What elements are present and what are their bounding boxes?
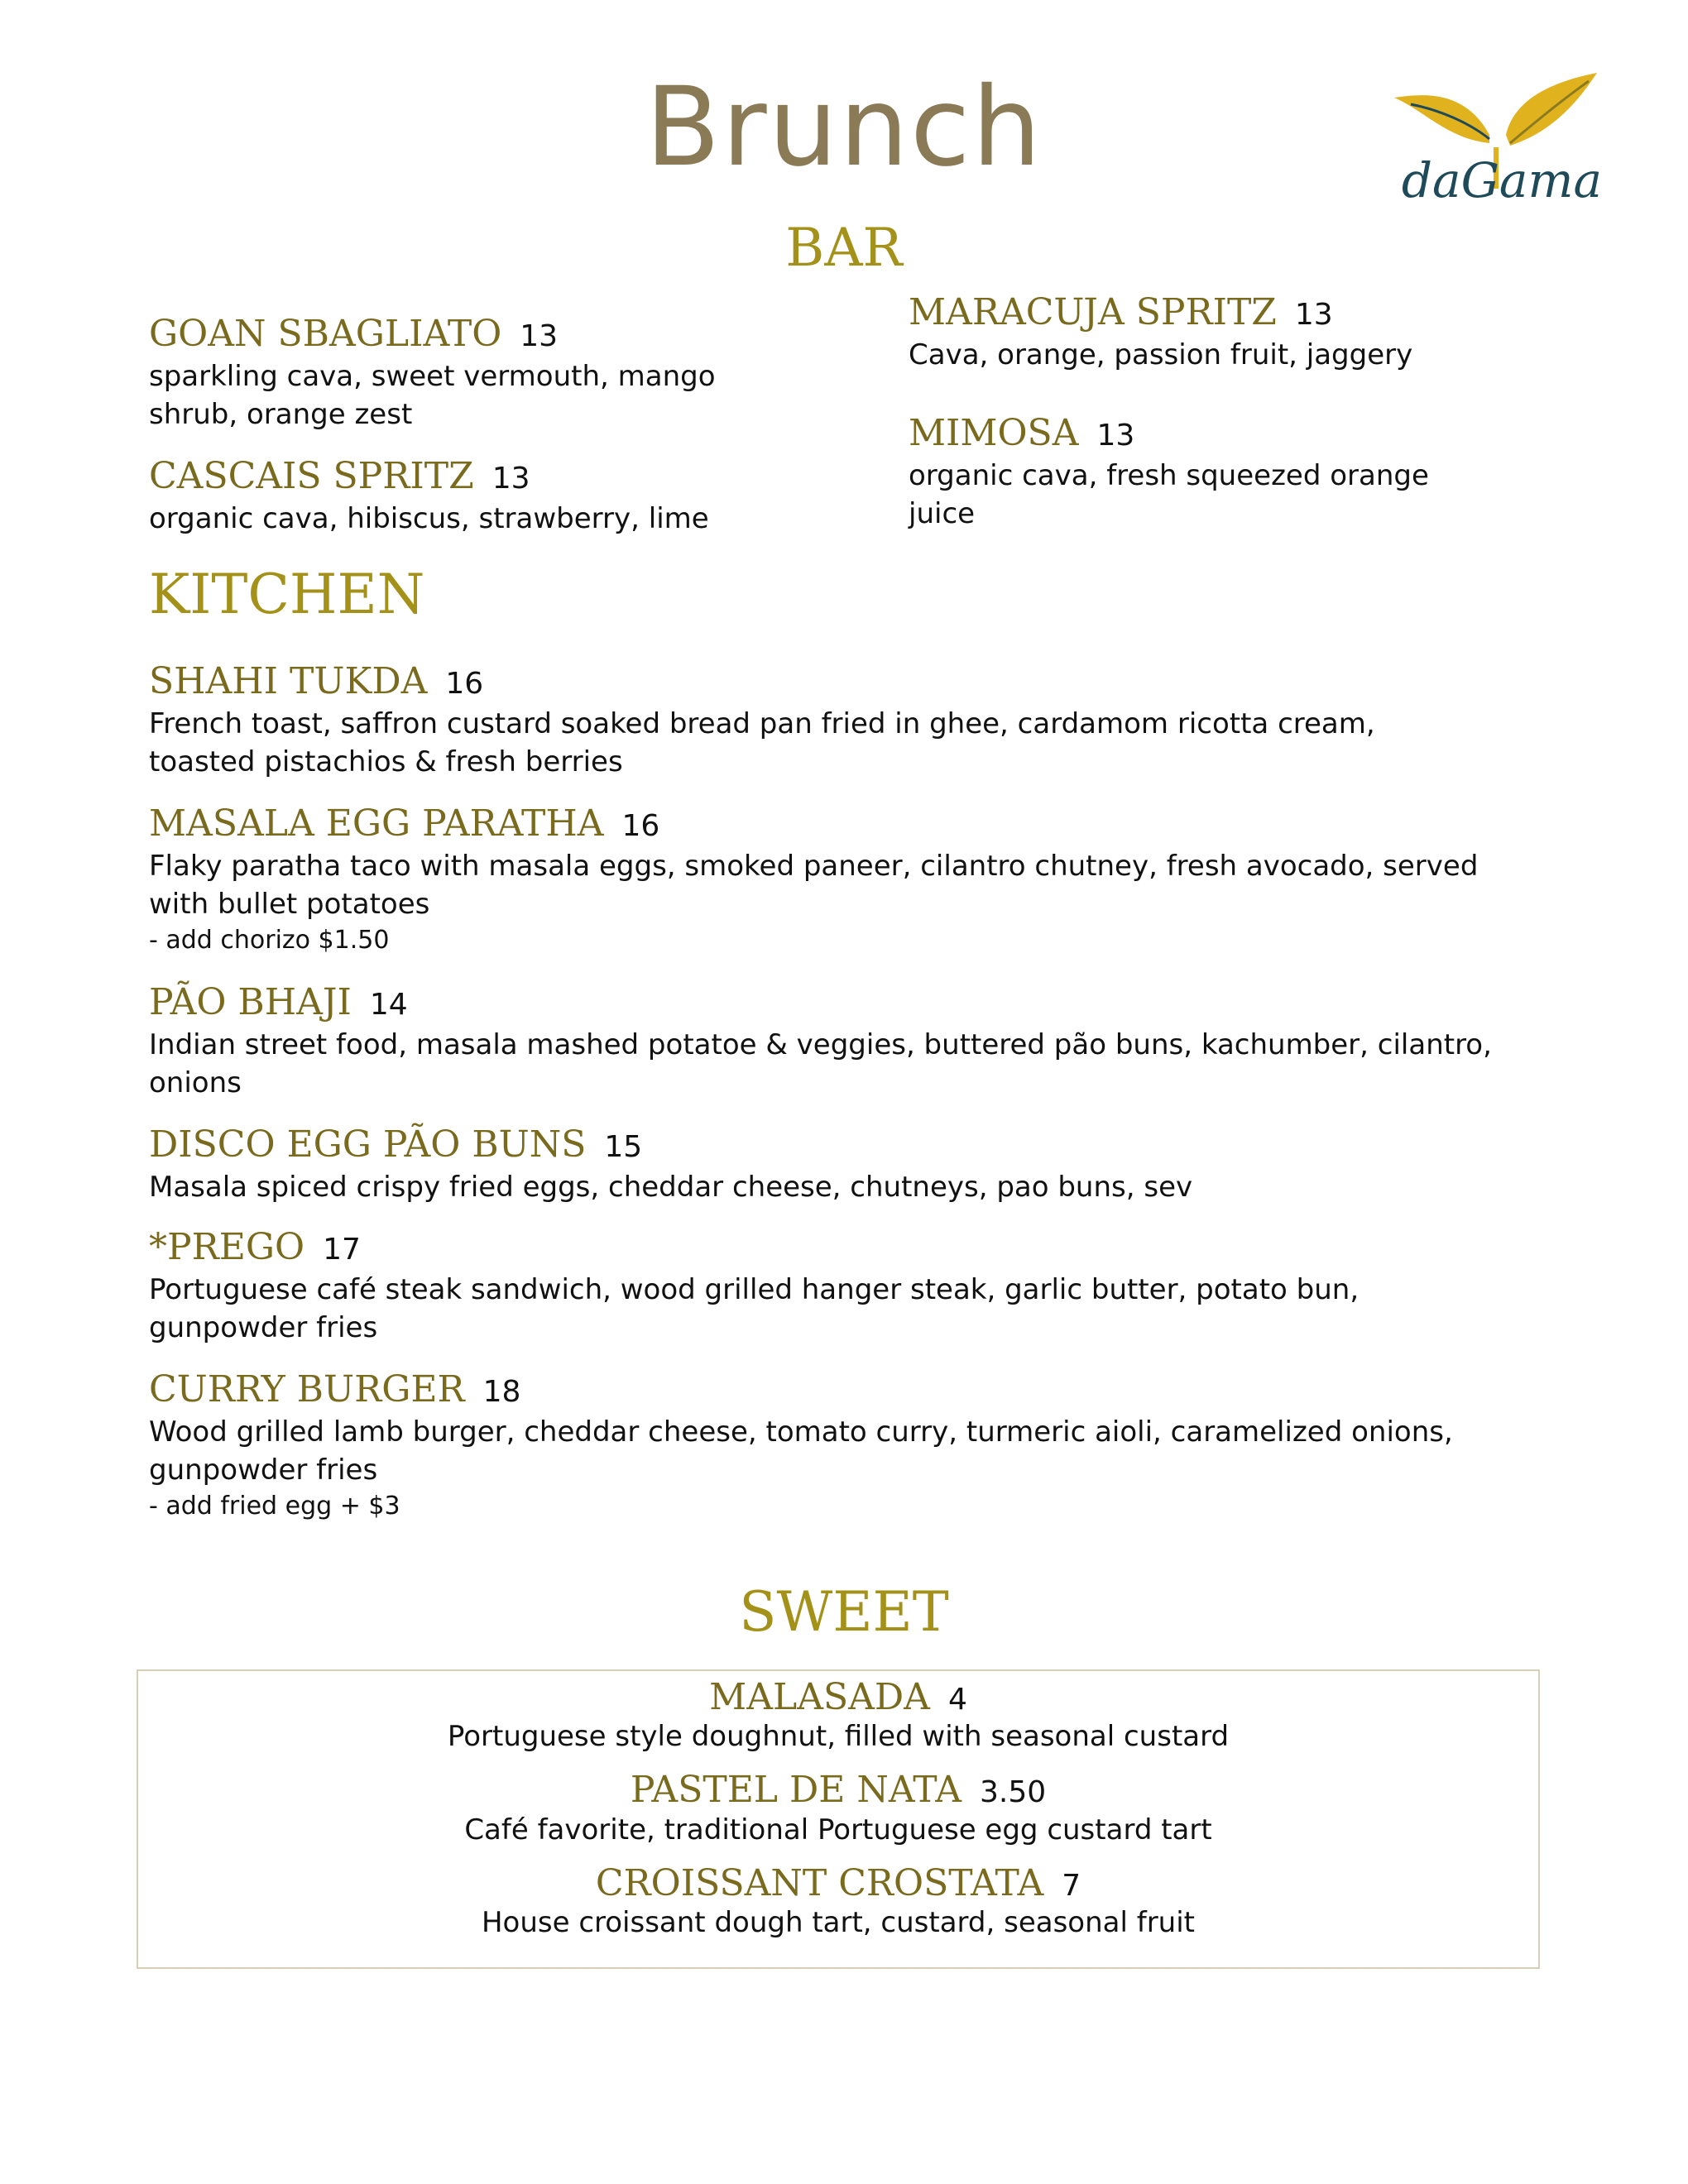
item-name: GOAN SBAGLIATO — [149, 313, 502, 355]
item-price: 17 — [323, 1233, 361, 1267]
item-description — [909, 457, 1429, 533]
item-price: 15 — [604, 1130, 643, 1164]
item-name: CROISSANT CROSTATA — [595, 1861, 1044, 1904]
dagama-logo — [1390, 73, 1614, 213]
item-name: CURRY BURGER — [149, 1368, 465, 1410]
item-name: PASTEL DE NATA — [630, 1769, 961, 1812]
bar-item-cascais-spritz — [149, 457, 709, 538]
item-description — [149, 1271, 1359, 1347]
bar-item-maracuja-spritz — [909, 293, 1412, 374]
desc-line: shrub, orange zest — [149, 398, 413, 432]
sweet-item-pastel-de-nata — [138, 1770, 1538, 1848]
desc-line: Portuguese café steak sandwich, wood grilled hanger steak, garlic butter, potato bun, — [149, 1273, 1360, 1307]
desc-line: with bullet potatoes — [149, 888, 430, 922]
item-price: 14 — [369, 988, 408, 1022]
item-addon: - add fried egg + $3 — [149, 1492, 400, 1521]
kitchen-item-disco-egg-pao-buns — [149, 1125, 1192, 1206]
item-description — [149, 847, 1478, 923]
item-description — [149, 357, 716, 433]
item-price: 7 — [1062, 1868, 1081, 1903]
item-description: House croissant dough tart, custard, seasonal fruit — [481, 1906, 1196, 1940]
page-title: Brunch — [645, 64, 1043, 191]
kitchen-item-shahi-tukda — [149, 662, 1375, 781]
item-name: MASALA EGG PARATHA — [149, 802, 604, 845]
item-addon: - add chorizo $1.50 — [149, 926, 390, 956]
item-price: 16 — [621, 809, 660, 843]
item-description: Portuguese style doughnut, filled with seasonal custard — [447, 1720, 1230, 1754]
item-price: 3.50 — [979, 1775, 1047, 1810]
bar-section-title: BAR — [785, 218, 903, 279]
item-description — [909, 336, 1412, 374]
desc-line: Flaky paratha taco with masala eggs, smoked paneer, cilantro chutney, fresh avocado, served — [149, 850, 1479, 884]
desc-line: sparkling cava, sweet vermouth, mango — [149, 360, 716, 394]
desc-line: organic cava, hibiscus, strawberry, lime — [149, 502, 709, 536]
desc-line: organic cava, fresh squeezed orange — [909, 459, 1429, 493]
item-description — [149, 705, 1375, 781]
desc-line: Wood grilled lamb burger, cheddar cheese, tomato curry, turmeric aioli, caramelized onions, — [149, 1415, 1453, 1449]
item-name: *PREGO — [149, 1226, 305, 1268]
item-name: SHAHI TUKDA — [149, 660, 428, 702]
item-description: Café favorite, traditional Portuguese egg custard tart — [464, 1813, 1212, 1846]
desc-line: Masala spiced crispy fried eggs, cheddar cheese, chutneys, pao buns, sev — [149, 1171, 1193, 1205]
item-description — [149, 1413, 1453, 1489]
desc-line: gunpowder fries — [149, 1454, 378, 1487]
item-name: MALASADA — [709, 1676, 930, 1718]
item-description — [149, 500, 709, 538]
bar-item-goan-sbagliato — [149, 314, 716, 433]
item-name: DISCO EGG PÃO BUNS — [149, 1123, 587, 1166]
item-description — [149, 1026, 1492, 1102]
item-name: MIMOSA — [909, 412, 1079, 454]
item-price: 16 — [445, 667, 484, 701]
desc-line: gunpowder fries — [149, 1311, 378, 1345]
kitchen-item-pao-bhaji — [149, 983, 1492, 1102]
logo-text: daGama — [1401, 152, 1603, 208]
item-price: 18 — [482, 1375, 521, 1409]
item-price: 13 — [1096, 419, 1135, 453]
kitchen-item-masala-egg-paratha — [149, 804, 1478, 958]
kitchen-item-curry-burger — [149, 1370, 1453, 1524]
sweet-section-title: SWEET — [739, 1580, 949, 1644]
desc-line: Indian street food, masala mashed potatoe & veggies, buttered pão buns, kachumber, cilantro, — [149, 1028, 1492, 1062]
kitchen-item-prego — [149, 1228, 1359, 1347]
kitchen-section-title: KITCHEN — [149, 563, 425, 626]
sweet-item-malasada — [138, 1678, 1538, 1755]
sweet-item-croissant-crostata — [138, 1861, 1538, 1942]
desc-line: Cava, orange, passion fruit, jaggery — [909, 338, 1413, 372]
item-price: 13 — [1294, 298, 1333, 332]
desc-line: juice — [909, 497, 976, 531]
item-price: 4 — [947, 1683, 967, 1717]
item-description — [149, 1168, 1192, 1206]
desc-line: French toast, saffron custard soaked bread pan fried in ghee, cardamom ricotta cream, — [149, 707, 1375, 741]
item-price: 13 — [520, 319, 559, 353]
item-name: PÃO BHAJI — [149, 981, 352, 1023]
bar-item-mimosa — [909, 414, 1429, 533]
sweet-box — [137, 1669, 1540, 1969]
item-name: CASCAIS SPRITZ — [149, 455, 474, 497]
item-name: MARACUJA SPRITZ — [909, 291, 1277, 333]
item-price: 13 — [492, 462, 530, 496]
desc-line: onions — [149, 1066, 242, 1100]
desc-line: toasted pistachios & fresh berries — [149, 745, 623, 779]
